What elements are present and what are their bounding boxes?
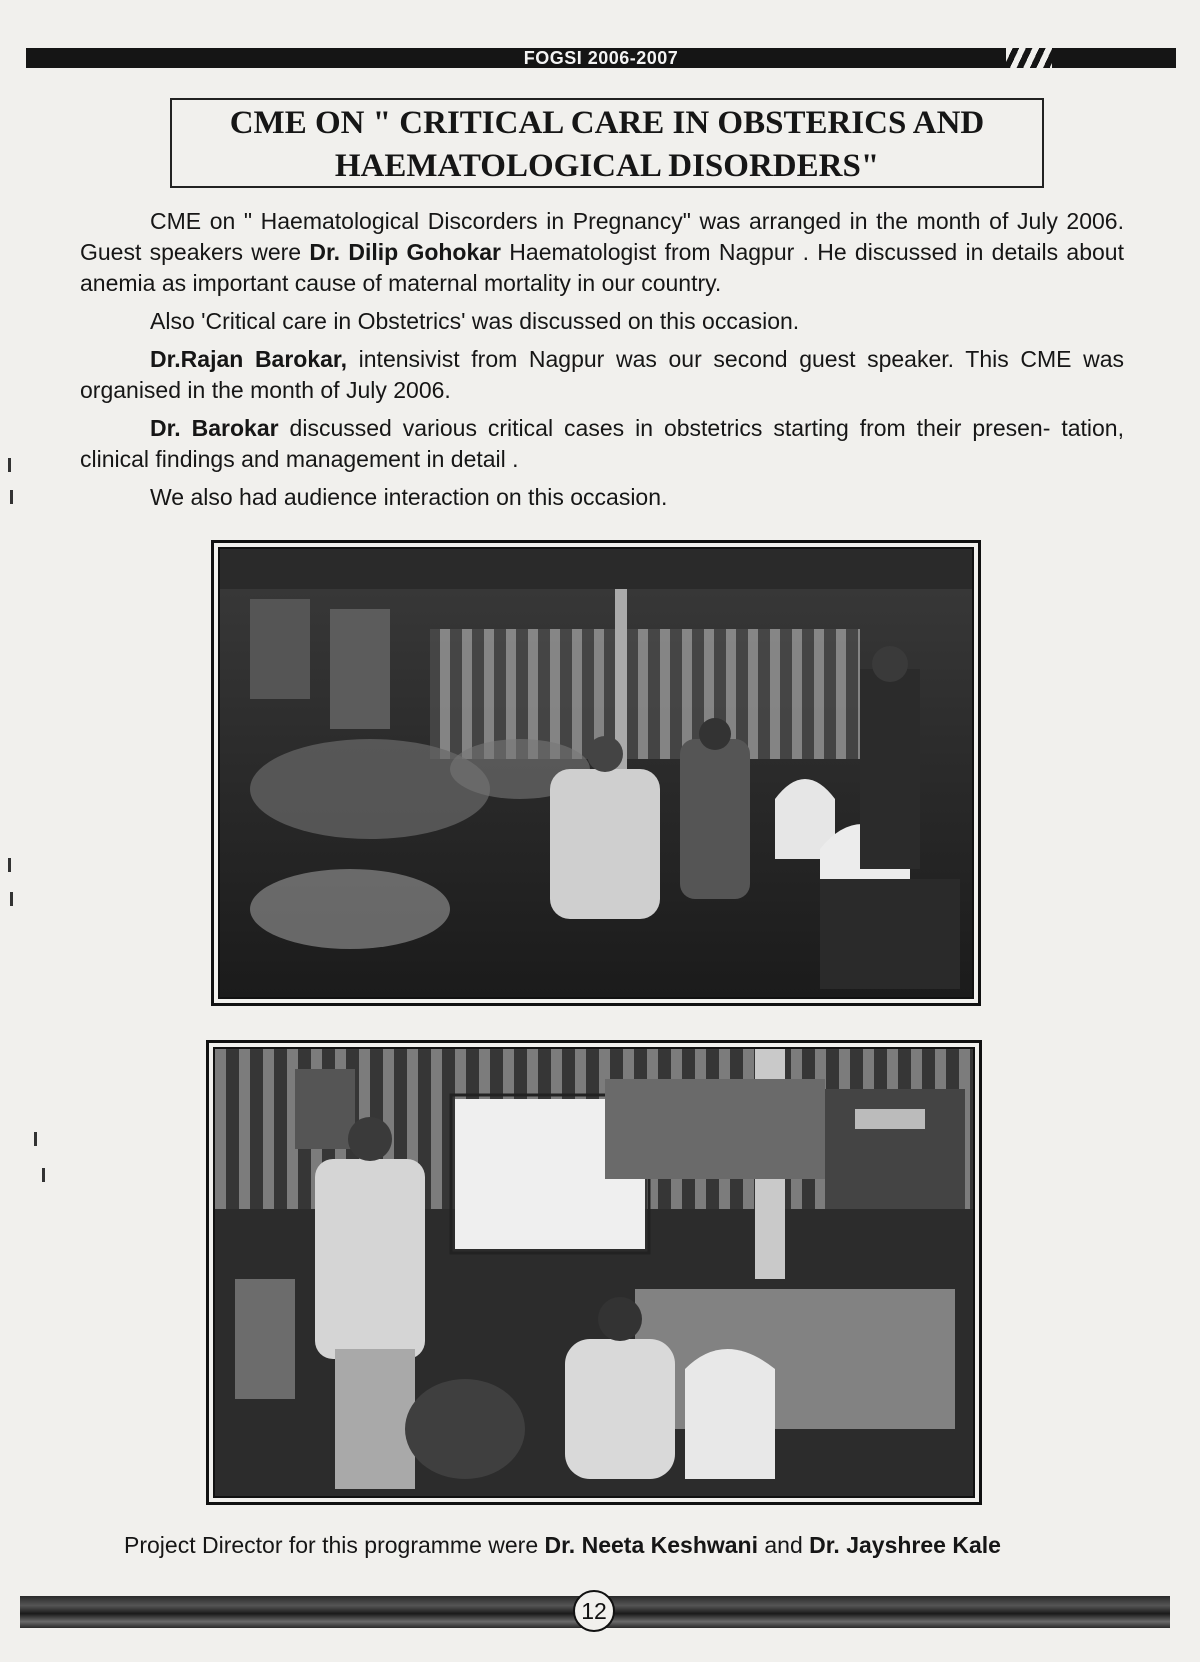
director-name: Dr. Jayshree Kale <box>809 1532 1001 1558</box>
punch-hole-mark <box>10 892 13 906</box>
paragraph-1: CME on " Haematological Discorders in Pregnancy" was arranged in the month of July 2006. Guest speakers were Dr. Dilip Gohokar Haematologist from Nagpur . He discussed in details about anemia as important cause of maternal mortality in our country. <box>80 208 1124 296</box>
speaker-name: Dr. Dilip Gohokar <box>309 239 502 265</box>
punch-hole-mark <box>8 858 11 872</box>
speaker-name: Dr. Barokar <box>150 415 279 441</box>
article-title-line1: CME ON " CRITICAL CARE IN OBSTERICS AND <box>229 105 985 141</box>
speaker-name: Dr.Rajan Barokar, <box>150 346 348 372</box>
director-name: Dr. Neeta Keshwani <box>544 1532 758 1558</box>
punch-hole-mark <box>42 1168 45 1182</box>
article-body <box>80 206 1124 513</box>
header-title: FOGSI 2006-2007 <box>523 48 679 68</box>
punch-hole-mark <box>8 458 11 472</box>
article-title-line2: HAEMATOLOGICAL DISORDERS" <box>334 148 880 184</box>
article-title <box>170 98 1044 188</box>
punch-hole-mark <box>34 1132 37 1146</box>
speaker-photo <box>206 1040 982 1505</box>
header-bar <box>26 48 1176 68</box>
page-number: 12 <box>573 1590 615 1632</box>
paragraph-3: Dr.Rajan Barokar, intensivist from Nagpur was our second guest speaker. This CME was organised in the month of July 2006. <box>80 346 1125 403</box>
audience-photo-image <box>220 549 972 997</box>
audience-photo <box>211 540 981 1006</box>
paragraph-4: Dr. Barokar discussed various critical cases in obstetrics starting from their presen- tation, clinical findings and management in detail . <box>80 415 1124 472</box>
project-directors: Project Director for this programme were Dr. Neeta Keshwani and Dr. Jayshree Kale <box>124 1532 1001 1558</box>
punch-hole-mark <box>10 490 13 504</box>
paragraph-2: Also 'Critical care in Obstetrics' was discussed on this occasion. <box>150 308 800 334</box>
paragraph-5: We also had audience interaction on this occasion. <box>150 484 668 510</box>
speaker-photo-image <box>215 1049 973 1496</box>
